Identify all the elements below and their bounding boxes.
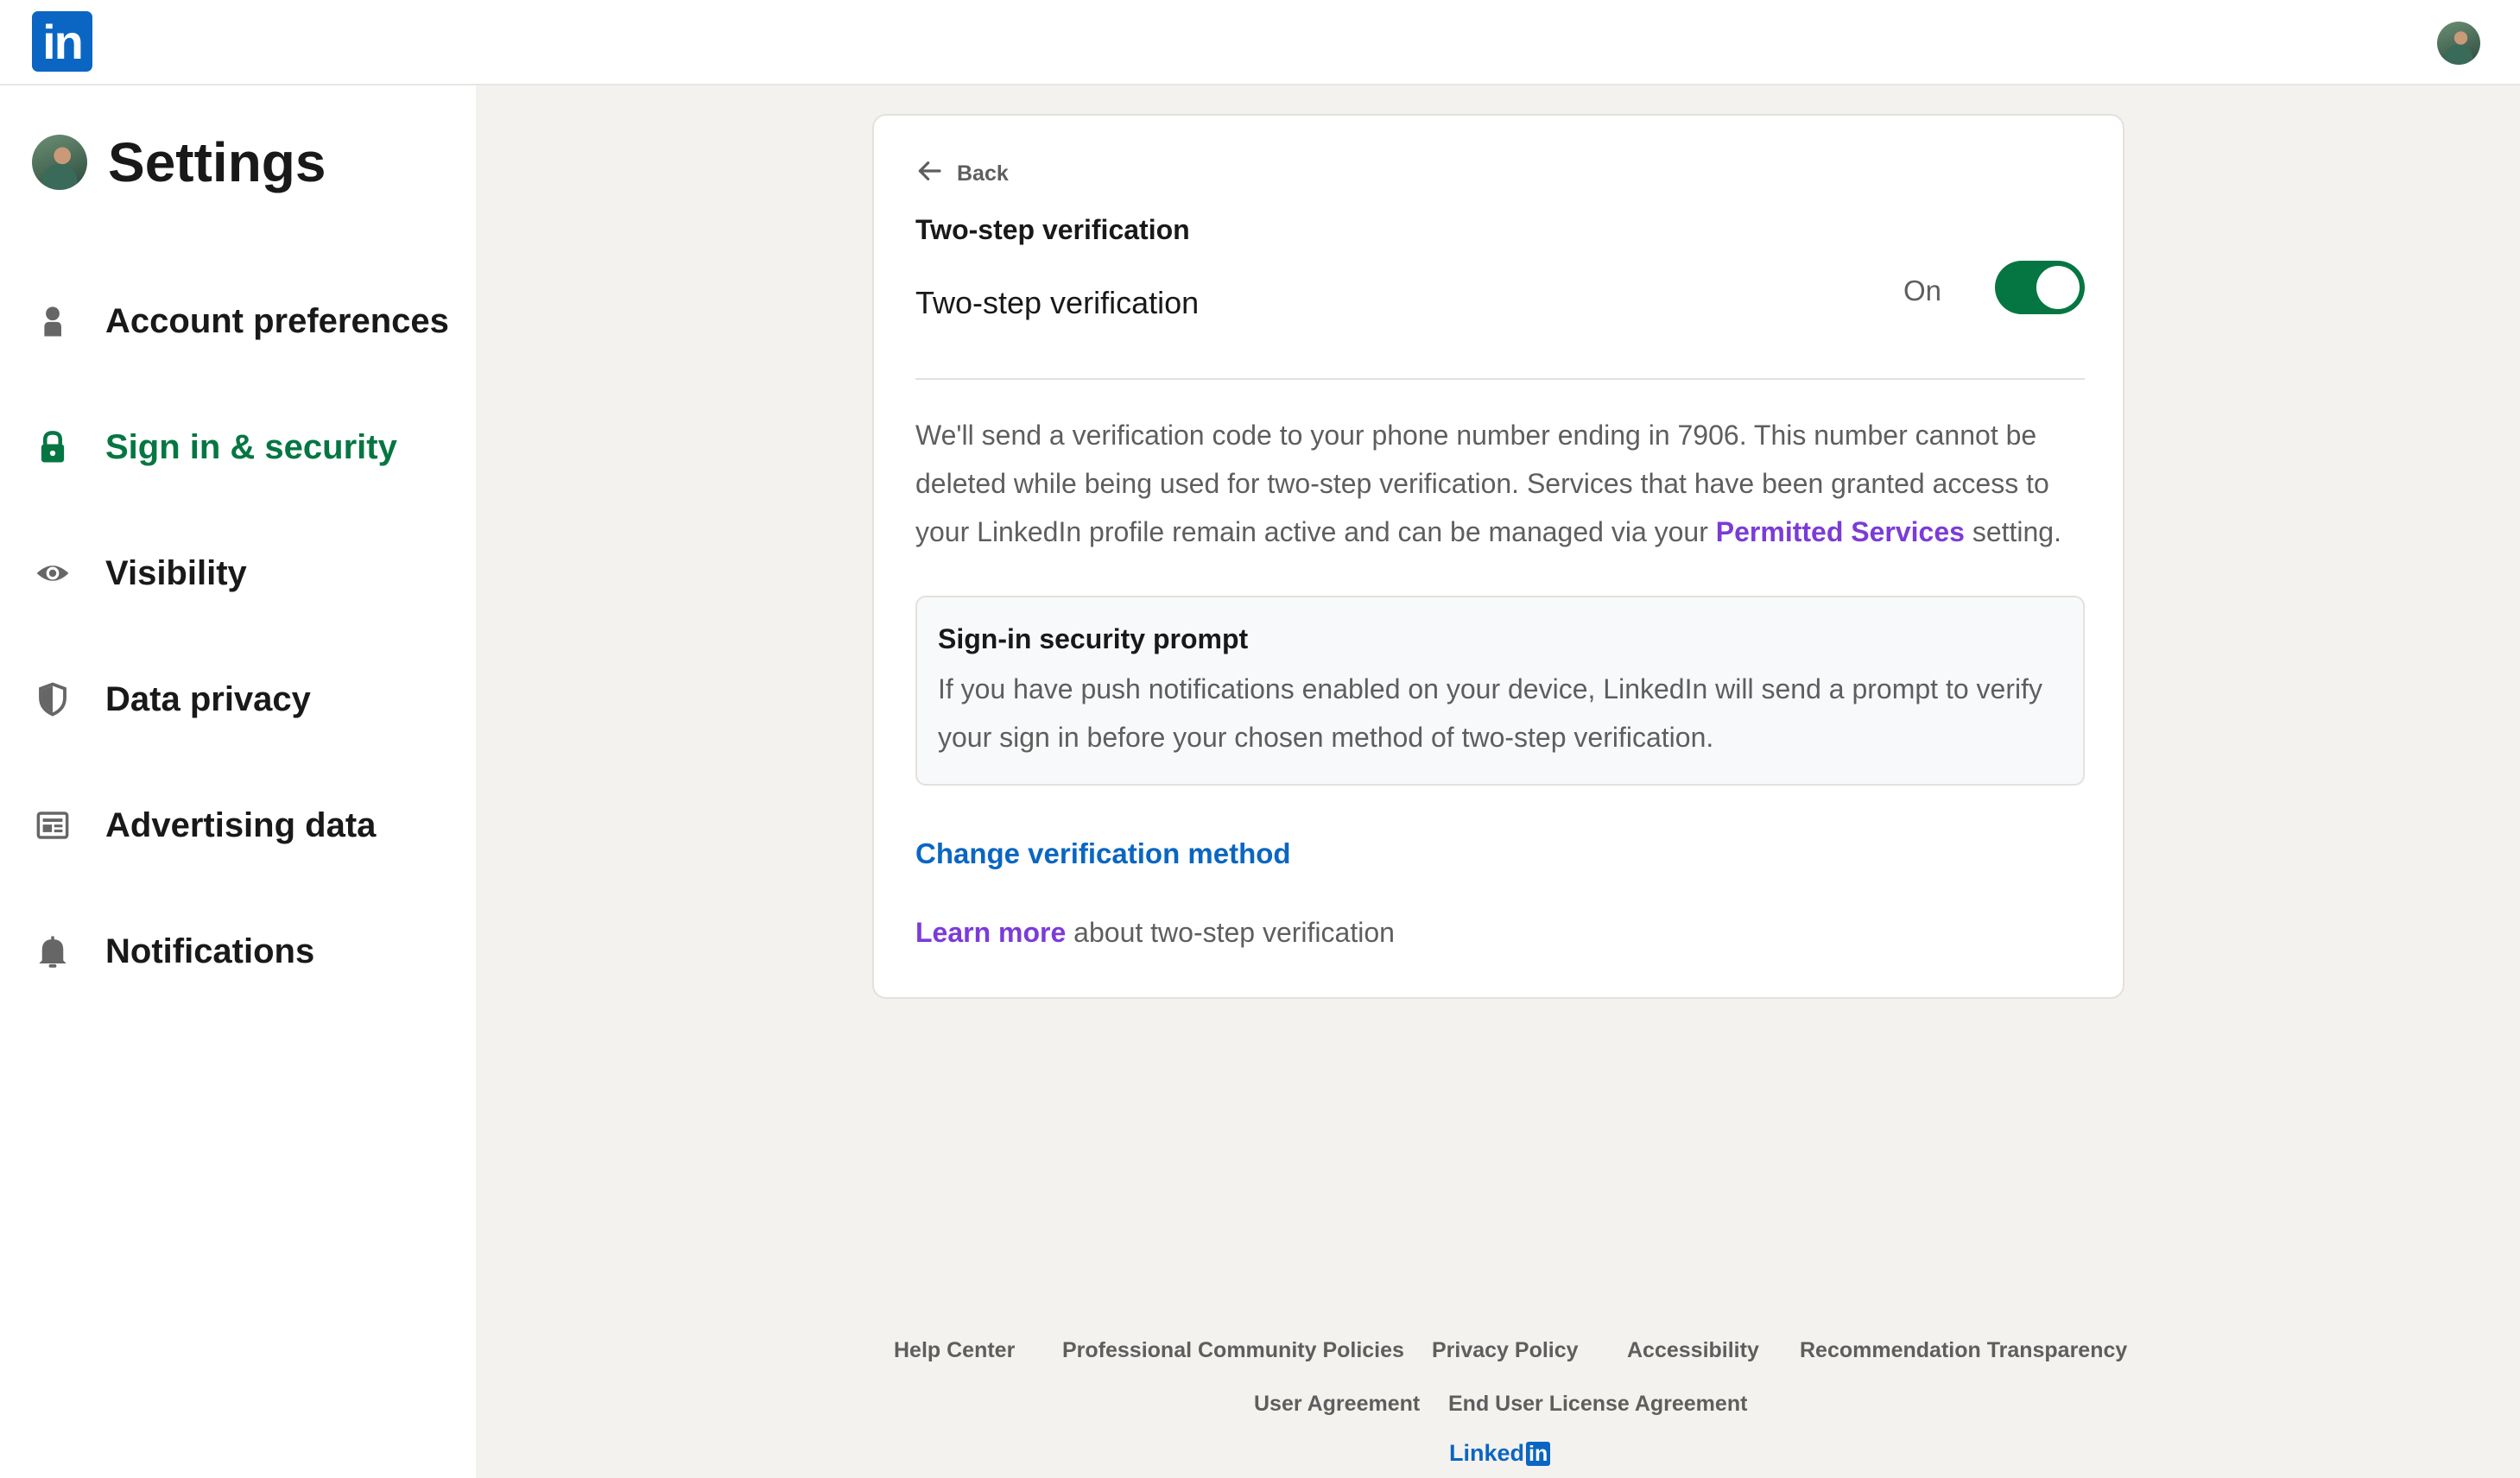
lock-icon (33, 427, 73, 467)
back-label: Back (957, 161, 1009, 186)
footer-link-recommendation-transparency[interactable]: Recommendation Transparency (1800, 1338, 2128, 1362)
two-step-toggle[interactable] (1995, 261, 2085, 314)
toggle-knob (2036, 266, 2080, 309)
prompt-text: If you have push notifications enabled on your device, LinkedIn will send a prompt to verify your sign in before your chosen method of two-step verification. (938, 673, 2042, 753)
sidebar-item-label: Account preferences (105, 301, 449, 340)
sidebar-item-label: Sign in & security (105, 427, 397, 466)
learn-more-row (915, 917, 1395, 949)
footer-linkedin-logo (1449, 1440, 1550, 1467)
section-title: Two-step verification (915, 214, 1190, 245)
footer-link-accessibility[interactable]: Accessibility (1627, 1338, 1759, 1362)
settings-sidebar (0, 85, 476, 1478)
sidebar-item-label: Notifications (105, 932, 315, 970)
person-icon (33, 301, 73, 341)
sidebar-item-label: Visibility (105, 553, 247, 592)
shield-icon (33, 679, 73, 719)
footer-logo-box: in (1526, 1442, 1550, 1466)
back-button[interactable] (915, 157, 1009, 191)
top-navigation-bar (0, 0, 2520, 85)
eye-icon (33, 553, 73, 593)
change-verification-method-link[interactable]: Change verification method (915, 837, 1291, 869)
sidebar-item-account-preferences[interactable] (33, 301, 449, 341)
sidebar-item-notifications[interactable] (33, 932, 314, 971)
footer-link-eula[interactable]: End User License Agreement (1448, 1392, 1748, 1416)
newspaper-icon (33, 805, 73, 845)
sidebar-item-advertising-data[interactable] (33, 805, 376, 845)
sidebar-item-label: Advertising data (105, 805, 377, 844)
footer-logo-word: Linked (1449, 1440, 1525, 1466)
page-title: Settings (108, 131, 326, 193)
linkedin-logo[interactable]: in (32, 11, 92, 72)
sidebar-item-visibility[interactable] (33, 553, 247, 593)
learn-more-text: about two-step verification (1066, 917, 1395, 948)
footer-link-help-center[interactable]: Help Center (894, 1338, 1016, 1362)
footer-link-community-policies[interactable]: Professional Community Policies (1062, 1338, 1404, 1362)
permitted-services-link[interactable]: Permitted Services (1715, 516, 1965, 547)
toggle-state-label: On (1903, 275, 1942, 306)
sidebar-header (32, 130, 326, 194)
verification-description (915, 411, 2090, 556)
learn-more-link[interactable]: Learn more (915, 917, 1067, 948)
description-text: We'll send a verification code to your phone number ending in 7906. This number cannot be deleted while being used for two-step verification. Services that have been granted access to your LinkedIn profile remain active and can be managed via your (915, 420, 2049, 547)
bell-icon (33, 932, 73, 971)
two-step-verification-card (872, 114, 2124, 999)
sidebar-item-label: Data privacy (105, 679, 311, 718)
setting-label: Two-step verification (915, 285, 1200, 320)
divider (915, 378, 2085, 380)
description-text-end: setting. (1964, 516, 2061, 547)
footer-link-user-agreement[interactable]: User Agreement (1254, 1392, 1421, 1416)
footer-link-privacy-policy[interactable]: Privacy Policy (1432, 1338, 1579, 1362)
avatar[interactable] (32, 135, 87, 190)
profile-avatar[interactable] (2437, 22, 2480, 65)
sidebar-item-data-privacy[interactable] (33, 679, 311, 719)
sidebar-item-sign-in-security[interactable] (33, 427, 397, 467)
sign-in-security-prompt-box (915, 596, 2085, 786)
arrow-left-icon (915, 157, 957, 191)
prompt-title: Sign-in security prompt (938, 623, 1249, 654)
